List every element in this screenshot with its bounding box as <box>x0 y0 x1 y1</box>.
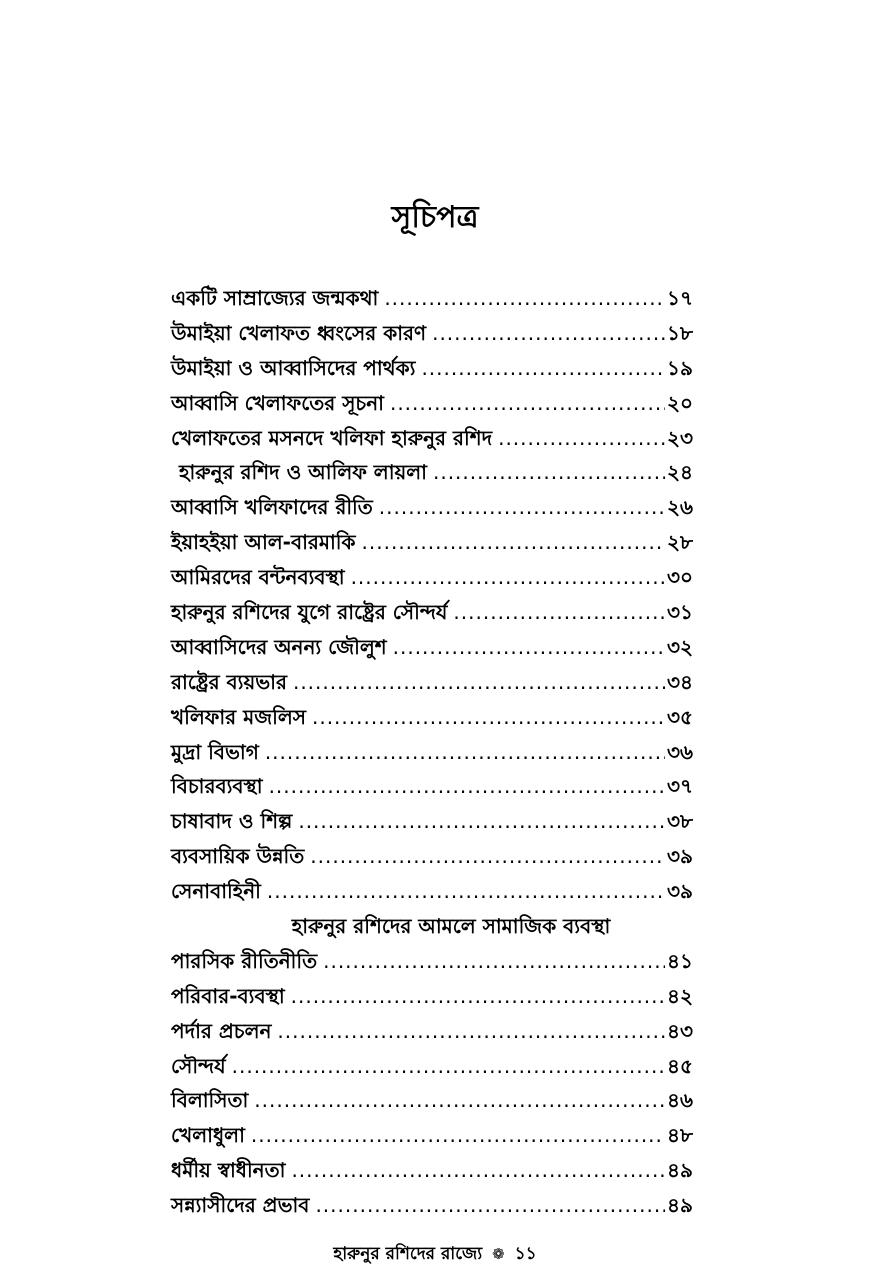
toc-entry-title: সৌন্দর্য <box>171 1053 226 1078</box>
dot-leader <box>432 316 665 351</box>
toc-entry-page: ১৭ <box>667 286 693 310</box>
toc-entry-page: ৪১ <box>667 948 693 973</box>
toc-entry <box>171 595 693 630</box>
toc-entry-title: খলিফার মজলিস <box>171 704 306 729</box>
toc-entry-title: সন্ন্যাসীদের প্রভাব <box>171 1193 310 1218</box>
toc-entry <box>171 281 693 316</box>
toc-entry <box>171 1049 693 1084</box>
toc-entry-title: সেনাবাহিনী <box>171 879 261 904</box>
toc-entry-title: চাষাবাদ ও শিল্প <box>171 809 293 834</box>
toc-entry <box>171 455 693 490</box>
toc-entry <box>171 769 693 804</box>
dot-leader <box>291 979 665 1014</box>
dot-leader <box>362 525 665 560</box>
toc-entry-title: ব্যবসায়িক উন্নতি <box>171 844 305 869</box>
toc-entry <box>171 1118 693 1153</box>
toc-entry-page: ৪৮ <box>667 1123 693 1148</box>
toc-entry-page: ৪৬ <box>667 1088 693 1113</box>
toc-entry-title: ইয়াহইয়া আল-বারমাকি <box>171 530 356 555</box>
dot-leader <box>498 421 665 456</box>
toc-list-social <box>171 944 693 1223</box>
toc-entry <box>171 944 693 979</box>
toc-entry-title: উমাইয়া খেলাফত ধ্বংসের কারণ <box>171 320 427 345</box>
dot-leader <box>433 455 665 490</box>
toc-entry <box>171 735 693 770</box>
toc-entry-title: আব্বাসি খলিফাদের রীতি <box>171 495 373 520</box>
toc-entry <box>171 839 693 874</box>
dot-leader <box>421 351 665 386</box>
toc-entry <box>171 490 693 525</box>
toc-entry <box>171 874 693 909</box>
toc-entry-title: খেলাধুলা <box>171 1123 245 1148</box>
toc-entry-page: ৪৫ <box>667 1053 693 1078</box>
toc-entry <box>171 525 693 560</box>
dot-leader <box>351 560 665 595</box>
toc-entry-page: ৪৯ <box>667 1193 693 1218</box>
flower-ornament-icon: ❁ <box>492 1245 505 1263</box>
toc-entry-page: ২৬ <box>666 495 693 520</box>
toc-entry-title: রাষ্ট্রের ব্যয়ভার <box>171 669 287 694</box>
dot-leader <box>393 630 665 665</box>
toc-entry-page: ৩৯ <box>667 879 693 904</box>
dot-leader <box>323 944 665 979</box>
dot-leader <box>291 1153 665 1188</box>
toc-entry-title: হারুনুর রশিদের যুগে রাষ্ট্রের সৌন্দর্য <box>171 600 448 625</box>
toc-entry-page: ২৮ <box>667 530 693 555</box>
dot-leader <box>312 700 665 735</box>
page-title: সূচিপত্র <box>391 200 479 235</box>
dot-leader <box>232 1049 665 1084</box>
toc-entry-page: ৩১ <box>667 600 693 625</box>
dot-leader <box>390 386 665 421</box>
dot-leader <box>315 1188 665 1223</box>
toc-entry-title: বিচারব্যবস্থা <box>171 774 263 799</box>
dot-leader <box>267 874 665 909</box>
toc-entry <box>171 316 693 351</box>
toc-entry-page: ২০ <box>666 390 693 415</box>
dot-leader <box>265 735 665 770</box>
toc-entry-page: ৩০ <box>666 565 693 590</box>
toc-entry <box>171 560 693 595</box>
dot-leader <box>453 595 665 630</box>
dot-leader <box>254 1083 665 1118</box>
toc-entry-title: ধর্মীয় স্বাধীনতা <box>171 1158 286 1183</box>
toc-entry-page: ২৩ <box>666 425 693 450</box>
toc-entry <box>171 421 693 456</box>
toc-entry <box>171 804 693 839</box>
toc-entry-title: পরিবার-ব্যবস্থা <box>171 983 285 1008</box>
dot-leader <box>298 804 665 839</box>
toc-entry-page: ৪৯ <box>667 1158 693 1183</box>
toc-entry-title: বিলাসিতা <box>171 1088 249 1113</box>
toc-entry-title: আমিরদের বন্টনব্যবস্থা <box>171 565 345 590</box>
toc-entry-page: ২৪ <box>667 460 693 485</box>
dot-leader <box>277 1014 665 1049</box>
toc-list <box>171 281 693 909</box>
toc-entry <box>171 386 693 421</box>
toc-entry-title: আব্বাসি খেলাফতের সূচনা <box>171 390 384 415</box>
toc-entry-title: আব্বাসিদের অনন্য জৌলুশ <box>171 634 387 659</box>
dot-leader <box>310 839 665 874</box>
toc-entry-page: ৩৯ <box>667 844 693 869</box>
toc-entry-page: ৩২ <box>666 634 693 659</box>
table-of-contents <box>171 281 693 1223</box>
toc-entry <box>171 700 693 735</box>
toc-entry-page: ৪৩ <box>667 1018 693 1043</box>
toc-entry-title: খেলাফতের মসনদে খলিফা হারুনুর রশিদ <box>171 425 493 450</box>
dot-leader <box>269 769 665 804</box>
toc-entry-title: হারুনুর রশিদ ও আলিফ লায়লা <box>179 460 427 485</box>
toc-entry-title: পর্দার প্রচলন <box>171 1018 272 1043</box>
toc-entry <box>171 979 693 1014</box>
toc-entry-page: ১৮ <box>667 320 693 345</box>
page-footer <box>0 1242 870 1266</box>
toc-entry-title: পারসিক রীতিনীতি <box>171 948 318 973</box>
running-title: হারুনুর রশিদের রাজ্যে <box>333 1244 483 1264</box>
section-heading: হারুনুর রশিদের আমলে সামাজিক ব্যবস্থা <box>291 914 611 939</box>
toc-entry <box>171 630 693 665</box>
toc-entry <box>171 1188 693 1223</box>
dot-leader <box>384 281 665 316</box>
toc-entry <box>171 1014 693 1049</box>
dot-leader <box>293 665 665 700</box>
toc-entry <box>171 1083 693 1118</box>
toc-entry <box>171 351 693 386</box>
toc-entry <box>171 665 693 700</box>
toc-entry-title: উমাইয়া ও আব্বাসিদের পার্থক্য <box>171 355 416 380</box>
toc-entry-page: ৪২ <box>667 983 693 1008</box>
toc-entry-title: মুদ্রা বিভাগ <box>171 739 259 764</box>
toc-entry-page: ৩৭ <box>666 774 693 799</box>
toc-entry-title: একটি সাম্রাজ্যের জন্মকথা <box>171 286 379 310</box>
toc-entry-page: ১৯ <box>667 355 693 380</box>
dot-leader <box>379 490 665 525</box>
toc-entry-page: ৩৪ <box>667 669 693 694</box>
page-number: ১১ <box>514 1244 537 1264</box>
dot-leader <box>251 1118 665 1153</box>
toc-entry <box>171 1153 693 1188</box>
toc-entry-page: ৩৮ <box>667 809 693 834</box>
toc-entry-page: ৩৬ <box>666 739 693 764</box>
toc-entry-page: ৩৫ <box>667 704 693 729</box>
